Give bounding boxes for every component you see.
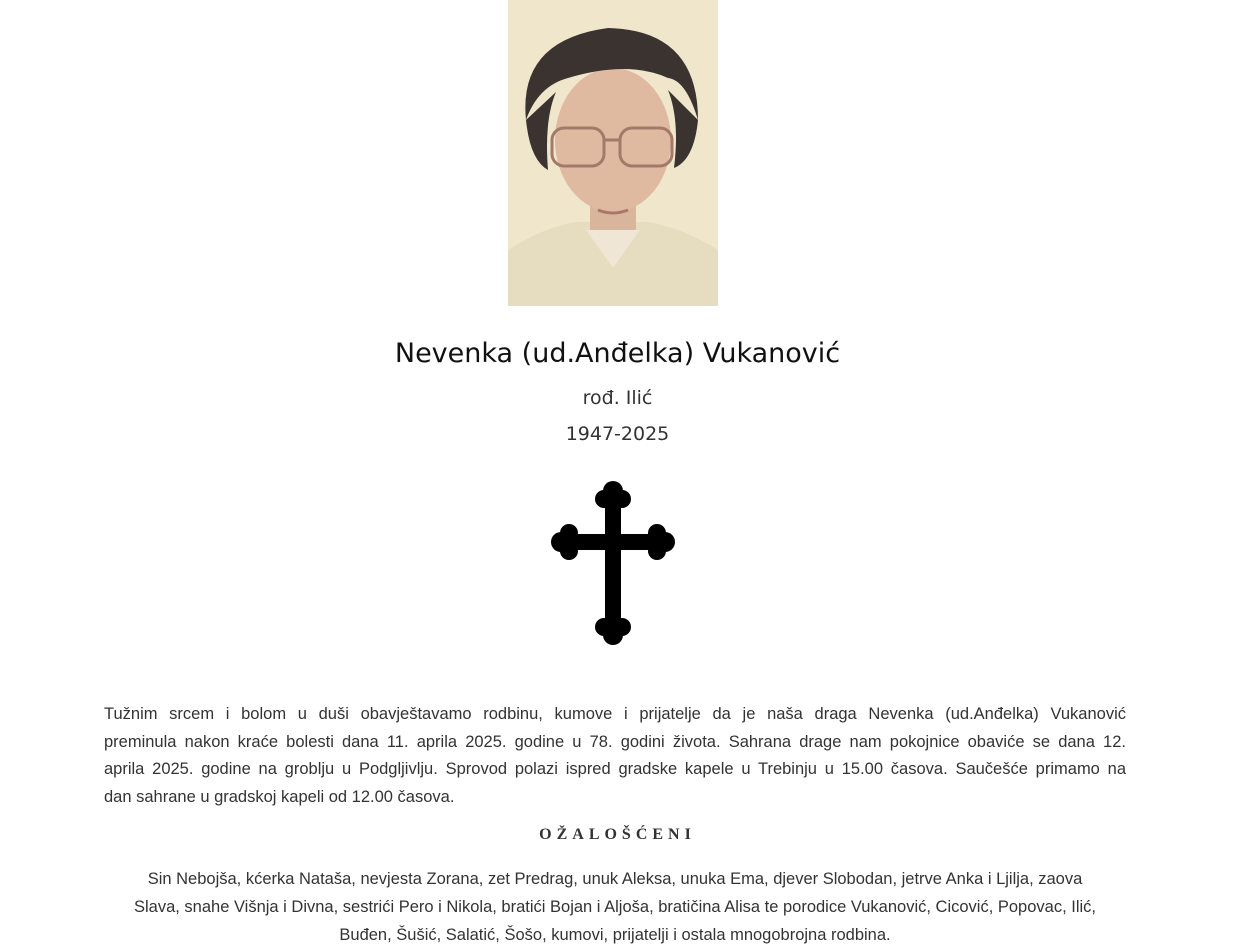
portrait-image	[508, 0, 718, 306]
deceased-name: Nevenka (ud.Anđelka) Vukanović	[394, 338, 841, 369]
mourners-line: Sin Nebojša, kćerka Nataša, nevjesta Zorana, zet Predrag, unuk Aleksa, unuka Ema, djever Slobodan, jetrve Anka i Ljilja, zaova	[147, 870, 1083, 888]
orthodox-cross-icon	[549, 479, 677, 647]
announcement-line: preminula nakon kraće bolesti dana 11. aprila 2025. godine u 78. godini života. Sahrana drage nam pokojnice obaviće se dana 12.	[104, 732, 1126, 751]
announcement-text	[104, 701, 1126, 811]
maiden-name: rođ. Ilić	[582, 387, 653, 409]
deceased-photo	[508, 0, 718, 306]
announcement-line: aprila 2025. godine na groblju u Podgljivlju. Sprovod polazi ispred gradske kapele u Trebinju u 15.00 časova. Saučešće primamo na	[104, 760, 1126, 779]
announcement-line: Tužnim srcem i bolom u duši obavještavamo rodbinu, kumove i prijatelje da je naša draga Nevenka (ud.Anđelka) Vukanović	[104, 705, 1126, 723]
mourners-line: Slava, snahe Višnja i Divna, sestrići Pero i Nikola, bratići Bojan i Aljoša, bratičina Alisa te porodice Vukanović, Cicović, Popovac, Ilić,	[133, 898, 1097, 916]
announcement-line: dan sahrane u gradskoj kapeli od 12.00 časova.	[104, 787, 455, 806]
mourners-list	[110, 865, 1120, 949]
mourners-line: Buđen, Šušić, Salatić, Šošo, kumovi, prijatelji i ostala mnogobrojna rodbina.	[339, 926, 891, 944]
life-years: 1947-2025	[565, 423, 670, 445]
mourners-heading: OŽALOŠĆENI	[539, 826, 696, 843]
